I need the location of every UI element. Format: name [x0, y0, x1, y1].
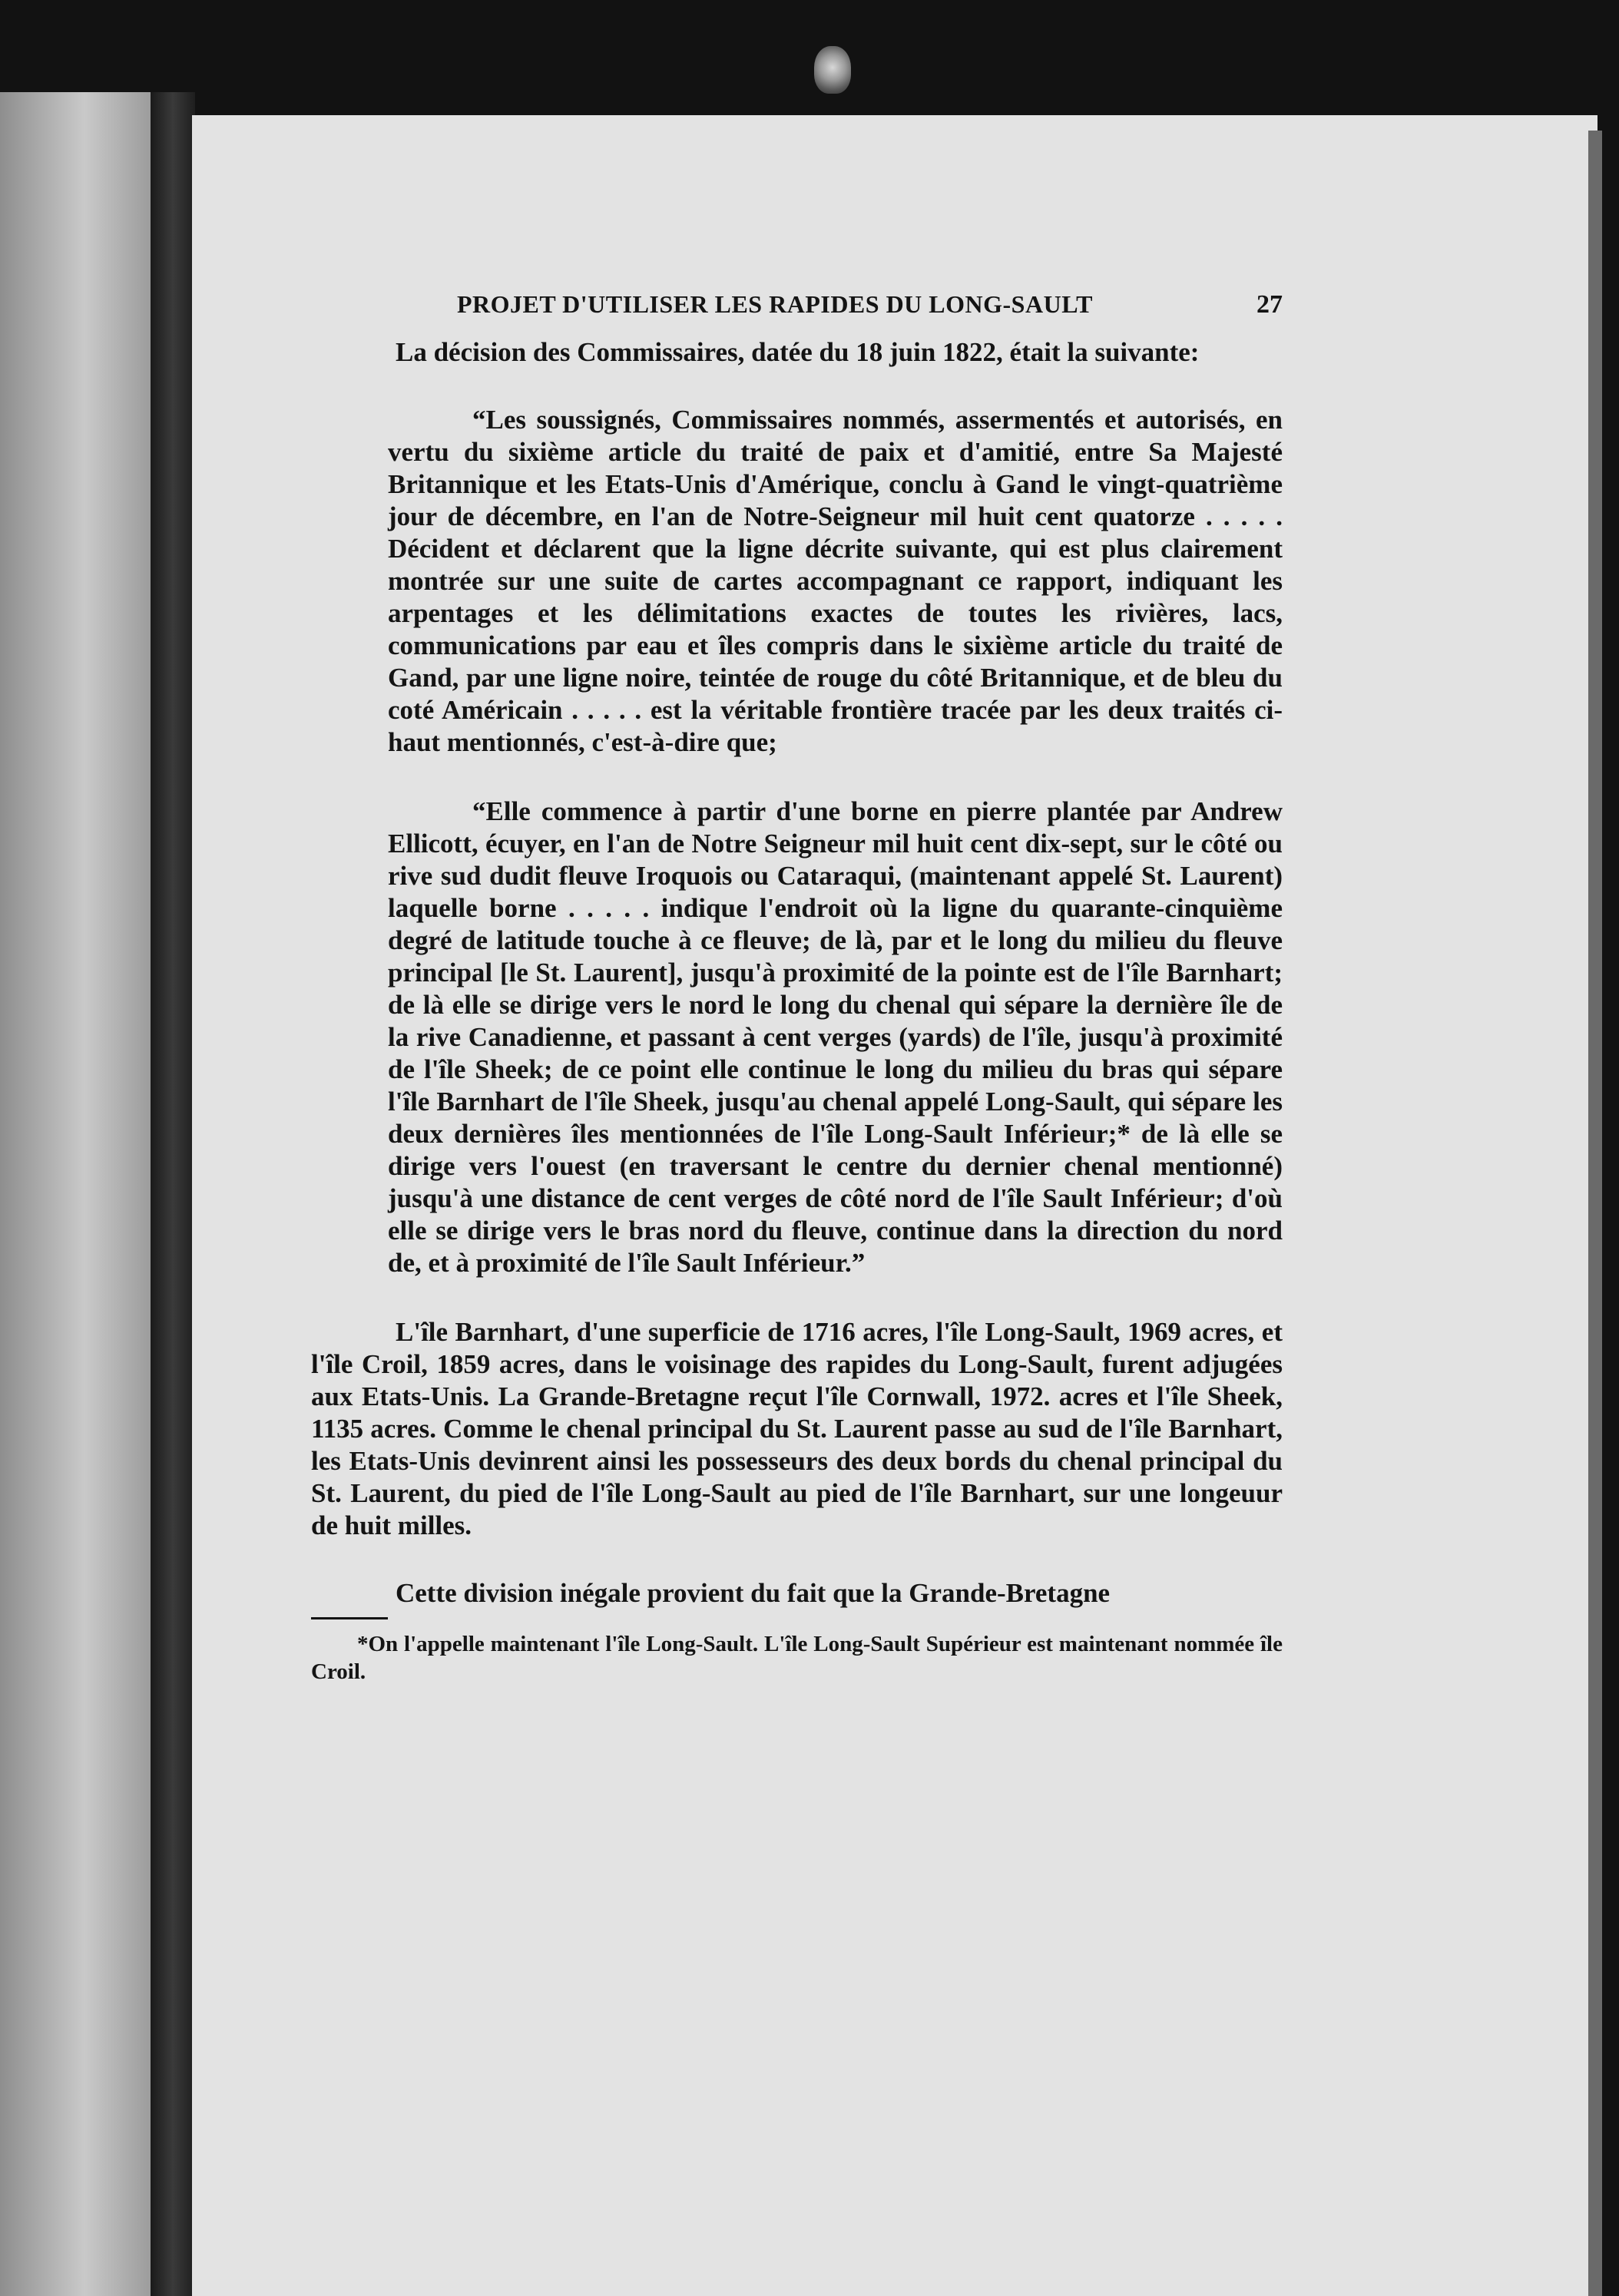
page-number: 27 [1256, 290, 1283, 319]
continuation-paragraph: Cette division inégale provient du fait que la Grande-Bretagne [396, 1578, 1111, 1608]
quote-paragraph-2: “Elle commence à partir d'une borne en pierre plantée par Andrew Ellicott, écuyer, en l'an de Notre Seigneur mil huit cent dix-sept, sur le côté ou rive sud dudit fleuve Iroquois ou Cataraqui, (maintenant appelé St. Laurent) laquelle borne . . . . . indique l'endroit où la ligne du quarante-cinquième degré de latitude touche à ce fleuve; de là, par et le long du milieu du fleuve principal [le St. Laurent], jusqu'à proximité de la pointe est de l'île Barnhart; de là elle se dirige vers le nord le long du chenal qui sépare la dernière île de la rive Canadienne, et passant à cent verges (yards) de l'île, jusqu'à proximité de l'île Sheek; de ce point elle continue le long du milieu du bras qui sépare l'île Barnhart de l'île Sheek, jusqu'au chenal appelé Long-Sault, qui sépare les deux dernières îles mentionnées de l'île Long-Sault Inférieur;* de là elle se dirige vers l'ouest (en traversant le centre du dernier chenal mentionné) jusqu'à une distance de cent verges de côté nord de l'île Sault Inférieur; d'où elle se dirige vers le bras nord du fleuve, continue dans la direction du nord de, et à proximité de l'île Sault Inférieur.” [388, 796, 1283, 1278]
page-text [311, 290, 1283, 1686]
book-gutter [151, 92, 195, 2296]
footnote-divider [311, 1617, 388, 1619]
running-head [311, 290, 1283, 336]
intro-paragraph: La décision des Commissaires, datée du 18 juin 1822, était la suivante: [396, 337, 1200, 367]
seal-icon [814, 46, 851, 94]
footnote: *On l'appelle maintenant l'île Long-Sault. L'île Long-Sault Supérieur est maintenant nommée île Croil. [311, 1632, 1283, 1684]
quote-paragraph-1: “Les soussignés, Commissaires nommés, assermentés et autorisés, en vertu du sixième article du traité de paix et d'amitié, entre Sa Majesté Britannique et les Etats-Unis d'Amérique, conclu à Gand le vingt-quatrième jour de décembre, en l'an de Notre-Seigneur mil huit cent quatorze . . . . . Décident et déclarent que la ligne décrite suivante, qui est plus clairement montrée sur une suite de cartes accompagnant ce rapport, indiquant les arpentages et les délimitations exactes de toutes les rivières, lacs, communications par eau et îles compris dans le sixième article du traité de Gand, par une ligne noire, teintée de rouge du côté Britannique, et de bleu du coté Américain . . . . . est la véritable frontière tracée par les deux traités ci-haut mentionnés, c'est-à-dire que; [388, 405, 1283, 757]
adjacent-page-edge [0, 92, 154, 2296]
running-head-title: PROJET D'UTILISER LES RAPIDES DU LONG-SAULT [457, 290, 1093, 318]
body-paragraph: L'île Barnhart, d'une superficie de 1716 acres, l'île Long-Sault, 1969 acres, et l'île Croil, 1859 acres, dans le voisinage des rapides du Long-Sault, furent adjugées aux Etats-Unis. La Grande-Bretagne reçut l'île Cornwall, 1972. acres et l'île Sheek, 1135 acres. Comme le chenal principal du St. Laurent passe au sud de l'île Barnhart, les Etats-Unis devinrent ainsi les possesseurs des deux bords du chenal principal du St. Laurent, du pied de l'île Long-Sault au pied de l'île Barnhart, sur une longeuur de huit milles. [311, 1317, 1283, 1540]
page-edge-shadow [1588, 131, 1602, 2296]
